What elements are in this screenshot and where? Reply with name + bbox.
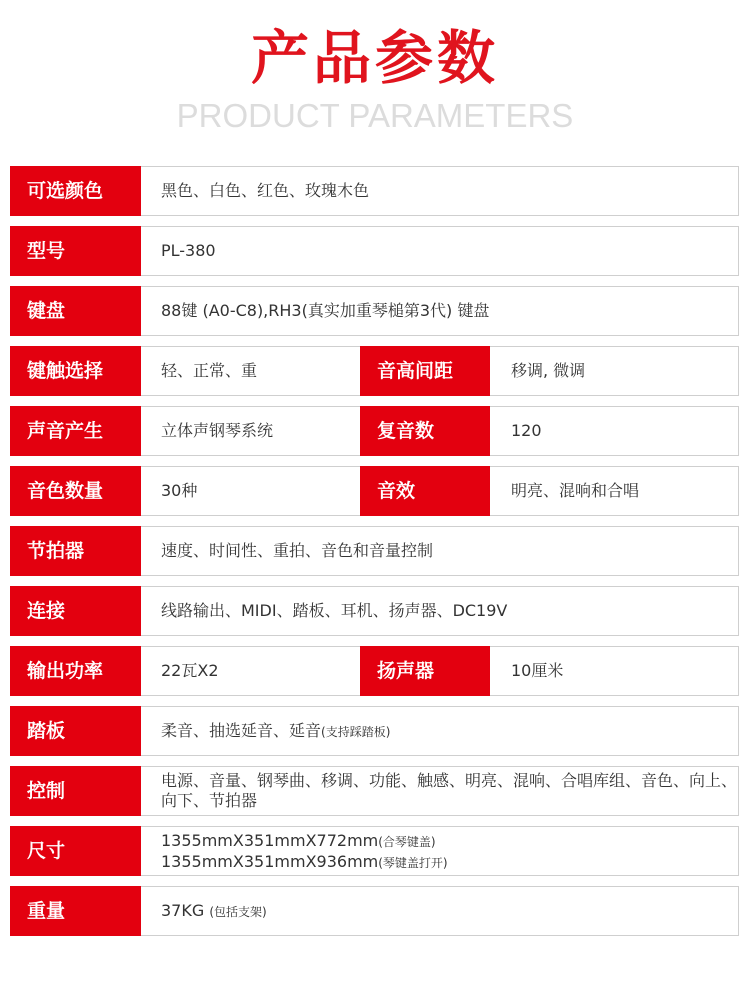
spec-value: 120 <box>511 421 542 440</box>
spec-label: 音效 <box>360 466 490 516</box>
spec-row-model <box>10 226 739 276</box>
spec-value-note: (包括支架) <box>209 905 267 919</box>
spec-value-line: 电源、音量、钢琴曲、移调、功能、触感、明亮、混响、合唱库组、音色、向上、 <box>161 771 738 790</box>
spec-value-line: 向下、节拍器 <box>161 791 258 810</box>
spec-value-note: (琴键盖打开) <box>378 856 448 870</box>
spec-value: 线路输出、MIDI、踏板、耳机、扬声器、DC19V <box>161 601 508 620</box>
spec-value: 30种 <box>161 481 198 500</box>
page-subtitle: PRODUCT PARAMETERS <box>176 97 574 134</box>
spec-label: 重量 <box>10 886 141 936</box>
spec-label: 控制 <box>10 766 141 816</box>
spec-row-output <box>10 646 739 696</box>
spec-label: 踏板 <box>10 706 141 756</box>
spec-value: 10厘米 <box>511 661 564 680</box>
spec-value: 明亮、混响和合唱 <box>511 481 640 500</box>
spec-label: 节拍器 <box>10 526 141 576</box>
spec-row-size <box>10 826 739 876</box>
spec-label: 输出功率 <box>10 646 141 696</box>
spec-row-pedal <box>10 706 739 756</box>
spec-label: 扬声器 <box>360 646 490 696</box>
spec-row-color <box>10 166 739 216</box>
spec-value-line <box>161 852 448 873</box>
spec-row-keyboard <box>10 286 739 336</box>
spec-row-touch <box>10 346 739 396</box>
spec-value: 轻、正常、重 <box>161 361 258 380</box>
spec-row-control <box>10 766 739 816</box>
spec-label: 音高间距 <box>360 346 490 396</box>
spec-row-sound <box>10 406 739 456</box>
spec-value-note: (合琴键盖) <box>378 835 436 849</box>
spec-value: 88键 (A0-C8),RH3(真实加重琴槌第3代) 键盘 <box>161 301 490 320</box>
spec-value-main: 1355mmX351mmX936mm <box>161 852 379 871</box>
spec-value <box>161 831 448 879</box>
spec-row-connection <box>10 586 739 636</box>
spec-value <box>161 771 737 819</box>
spec-value <box>161 887 267 935</box>
spec-row-voices <box>10 466 739 516</box>
spec-label: 键盘 <box>10 286 141 336</box>
spec-value-main: 柔音、抽选延音、延音 <box>161 721 322 740</box>
spec-label: 键触选择 <box>10 346 141 396</box>
spec-value: 移调, 微调 <box>511 361 586 380</box>
spec-value-main: 1355mmX351mmX772mm <box>161 831 379 850</box>
spec-value <box>161 707 390 755</box>
spec-label: 音色数量 <box>10 466 141 516</box>
spec-value: 22瓦X2 <box>161 661 219 680</box>
page-title: 产品参数 <box>250 24 499 92</box>
spec-value-main: 37KG <box>161 901 205 920</box>
spec-label: 复音数 <box>360 406 490 456</box>
spec-row-metronome <box>10 526 739 576</box>
spec-row-weight <box>10 886 739 936</box>
spec-label: 声音产生 <box>10 406 141 456</box>
spec-label: 尺寸 <box>10 826 141 876</box>
spec-label: 可选颜色 <box>10 166 141 216</box>
spec-value: PL-380 <box>161 241 216 260</box>
spec-value-note: (支持踩踏板) <box>321 725 391 739</box>
spec-value: 速度、时间性、重拍、音色和音量控制 <box>161 541 434 560</box>
spec-label: 型号 <box>10 226 141 276</box>
spec-value-line <box>161 831 448 852</box>
spec-value: 黑色、白色、红色、玫瑰木色 <box>161 181 370 200</box>
spec-label: 连接 <box>10 586 141 636</box>
spec-value: 立体声钢琴系统 <box>161 421 274 440</box>
